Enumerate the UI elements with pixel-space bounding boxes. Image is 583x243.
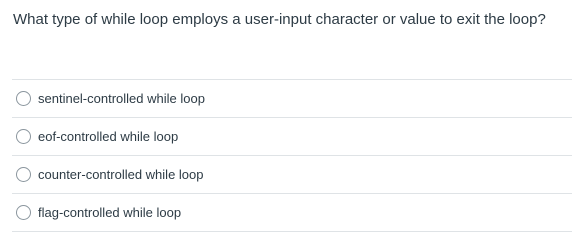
radio-button[interactable] — [16, 205, 31, 220]
answer-list — [12, 79, 572, 232]
answer-label: eof-controlled while loop — [38, 129, 179, 144]
answer-option-counter[interactable] — [12, 156, 572, 194]
question-text: What type of while loop employs a user-input character or value to exit the loop? — [13, 11, 546, 28]
radio-button[interactable] — [16, 91, 31, 106]
answer-label: counter-controlled while loop — [38, 167, 204, 182]
answer-option-sentinel[interactable] — [12, 80, 572, 118]
answer-label: sentinel-controlled while loop — [38, 91, 205, 106]
radio-button[interactable] — [16, 167, 31, 182]
answer-label: flag-controlled while loop — [38, 205, 182, 220]
answer-option-flag[interactable] — [12, 194, 572, 232]
answer-option-eof[interactable] — [12, 118, 572, 156]
radio-button[interactable] — [16, 129, 31, 144]
